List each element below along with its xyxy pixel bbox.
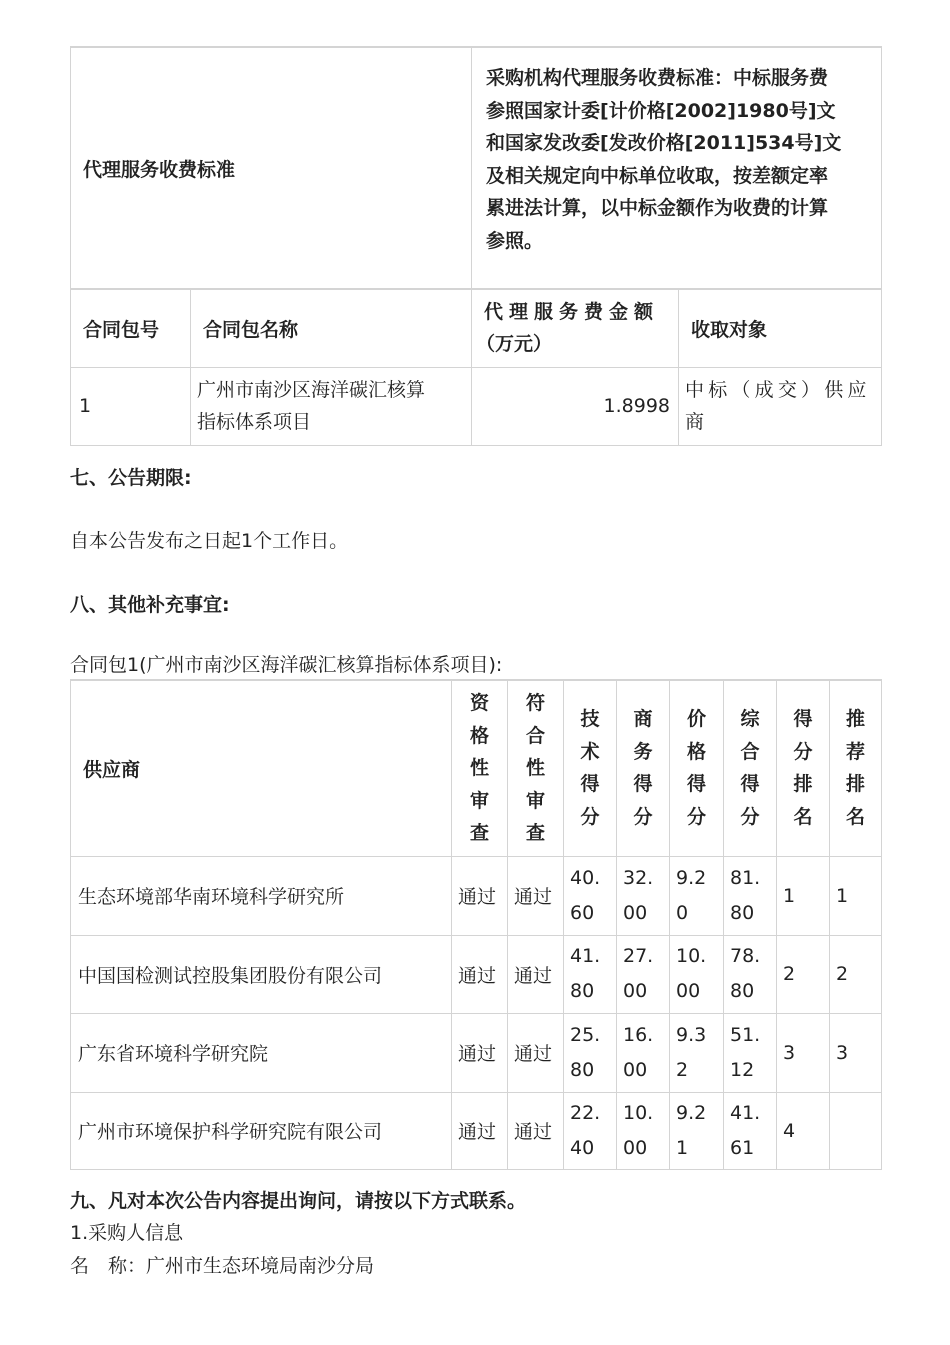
fee-standard-row [71, 47, 882, 289]
cell-price-score: 9.2 1 [670, 1092, 724, 1169]
table-row [71, 1013, 882, 1092]
header-compliance: 符 合 性 审 查 [508, 680, 564, 856]
cell-recommend-rank [830, 1092, 882, 1169]
cell-qualification: 通过 [452, 1092, 508, 1169]
supplier-table [70, 679, 882, 1170]
cell-fee-amount: 1.8998 [472, 367, 679, 445]
header-fee-amount-line2: （万元） [476, 333, 553, 356]
table-row [71, 856, 882, 935]
header-charge-target: 收取对象 [679, 289, 882, 367]
table-row [71, 935, 882, 1013]
section8-title: 八、其他补充事宜: [70, 594, 230, 616]
fee-data-row [71, 367, 882, 445]
cell-compliance: 通过 [508, 856, 564, 935]
fee-standard-line: 采购机构代理服务收费标准：中标服务费 [486, 67, 829, 89]
cell-score-rank: 2 [777, 935, 830, 1013]
fee-standard-line: 累进法计算，以中标金额作为收费的计算 [486, 197, 829, 219]
cell-score-rank: 4 [777, 1092, 830, 1169]
cell-total-score: 51. 12 [724, 1013, 777, 1092]
cell-supplier: 广州市环境保护科学研究院有限公司 [71, 1092, 452, 1169]
cell-business-score: 16. 00 [617, 1013, 670, 1092]
header-qualification: 资 格 性 审 查 [452, 680, 508, 856]
package-caption: 合同包1(广州市南沙区海洋碳汇核算指标体系项目): [70, 654, 503, 676]
cell-business-score: 27. 00 [617, 935, 670, 1013]
cell-tech-score: 41. 80 [564, 935, 617, 1013]
fee-table [70, 46, 882, 446]
cell-package-no: 1 [71, 367, 191, 445]
header-business-score: 商 务 得 分 [617, 680, 670, 856]
cell-business-score: 10. 00 [617, 1092, 670, 1169]
section9-title: 九、凡对本次公告内容提出询问，请按以下方式联系。 [70, 1190, 527, 1212]
header-tech-score: 技 术 得 分 [564, 680, 617, 856]
fee-standard-line: 及相关规定向中标单位收取，按差额定率 [486, 164, 829, 187]
cell-total-score: 81. 80 [724, 856, 777, 935]
cell-qualification: 通过 [452, 1013, 508, 1092]
fee-standard-label: 代理服务收费标准 [71, 47, 472, 289]
cell-price-score: 9.3 2 [670, 1013, 724, 1092]
header-fee-amount [472, 289, 679, 367]
cell-package-name-line2: 指标体系项目 [197, 411, 312, 433]
supplier-header-row [71, 680, 882, 856]
table-row [71, 1092, 882, 1169]
cell-total-score: 41. 61 [724, 1092, 777, 1169]
cell-tech-score: 40. 60 [564, 856, 617, 935]
cell-price-score: 10. 00 [670, 935, 724, 1013]
buyer-info-heading: 1.采购人信息 [70, 1222, 184, 1244]
cell-charge-target-line1: 中标（成交）供应 [685, 379, 871, 401]
header-package-no: 合同包号 [71, 289, 191, 367]
cell-charge-target [679, 367, 882, 445]
header-recommend-rank: 推 荐 排 名 [830, 680, 882, 856]
cell-price-score: 9.2 0 [670, 856, 724, 935]
cell-compliance: 通过 [508, 1013, 564, 1092]
cell-recommend-rank: 2 [830, 935, 882, 1013]
cell-recommend-rank: 1 [830, 856, 882, 935]
fee-standard-line: 和国家发改委[发改价格[2011]534号]文 [486, 132, 842, 154]
cell-total-score: 78. 80 [724, 935, 777, 1013]
fee-header-row [71, 289, 882, 367]
cell-tech-score: 22. 40 [564, 1092, 617, 1169]
header-score-rank: 得 分 排 名 [777, 680, 830, 856]
cell-business-score: 32. 00 [617, 856, 670, 935]
cell-charge-target-line2: 商 [685, 411, 705, 433]
fee-standard-line: 参照。 [486, 229, 544, 252]
fee-standard-line: 参照国家计委[计价格[2002]1980号]文 [486, 99, 836, 122]
fee-standard-value [472, 47, 882, 289]
cell-compliance: 通过 [508, 1092, 564, 1169]
section7-title: 七、公告期限: [70, 467, 192, 489]
cell-package-name [191, 367, 472, 445]
cell-compliance: 通过 [508, 935, 564, 1013]
header-fee-amount-line1: 代理服务费金额 [484, 301, 660, 324]
cell-supplier: 中国国检测试控股集团股份有限公司 [71, 935, 452, 1013]
header-supplier: 供应商 [71, 680, 452, 856]
cell-package-name-line1: 广州市南沙区海洋碳汇核算 [197, 379, 426, 401]
buyer-name: 名 称：广州市生态环境局南沙分局 [70, 1255, 375, 1277]
cell-score-rank: 3 [777, 1013, 830, 1092]
cell-recommend-rank: 3 [830, 1013, 882, 1092]
cell-tech-score: 25. 80 [564, 1013, 617, 1092]
section7-text: 自本公告发布之日起1个工作日。 [70, 530, 349, 552]
header-total-score: 综 合 得 分 [724, 680, 777, 856]
cell-supplier: 生态环境部华南环境科学研究所 [71, 856, 452, 935]
header-price-score: 价 格 得 分 [670, 680, 724, 856]
cell-qualification: 通过 [452, 856, 508, 935]
header-package-name: 合同包名称 [191, 289, 472, 367]
cell-score-rank: 1 [777, 856, 830, 935]
cell-supplier: 广东省环境科学研究院 [71, 1013, 452, 1092]
cell-qualification: 通过 [452, 935, 508, 1013]
